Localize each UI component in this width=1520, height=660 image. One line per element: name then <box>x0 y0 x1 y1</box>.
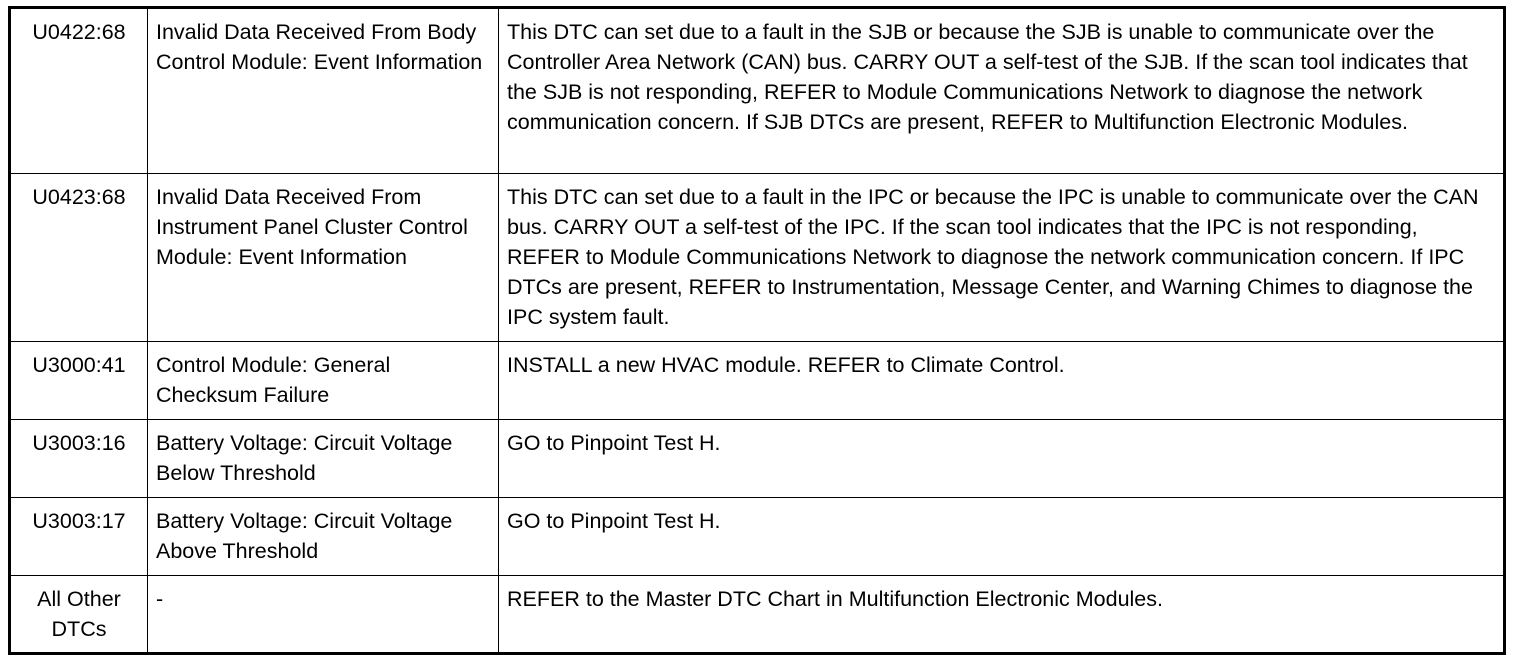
dtc-description: Control Module: General Checksum Failure <box>148 342 499 420</box>
dtc-action: This DTC can set due to a fault in the SJB or because the SJB is unable to communicate over the Controller Area Network (CAN) bus. CARRY OUT a self-test of the SJB. If the scan tool indicates that the SJB is not responding, REFER to Module Communications Network to diagnose the network communication concern. If SJB DTCs are present, REFER to Multifunction Electronic Modules. <box>499 8 1505 174</box>
dtc-description: Invalid Data Received From Instrument Panel Cluster Control Module: Event Information <box>148 174 499 342</box>
table-row <box>10 420 1505 498</box>
dtc-code: U3000:41 <box>10 342 148 420</box>
dtc-code: U3003:16 <box>10 420 148 498</box>
dtc-code: U3003:17 <box>10 498 148 576</box>
dtc-description: Battery Voltage: Circuit Voltage Below Threshold <box>148 420 499 498</box>
table-row <box>10 576 1505 654</box>
dtc-description: Invalid Data Received From Body Control Module: Event Information <box>148 8 499 174</box>
dtc-action: GO to Pinpoint Test H. <box>499 420 1505 498</box>
table-row <box>10 342 1505 420</box>
table-row <box>10 174 1505 342</box>
dtc-description: Battery Voltage: Circuit Voltage Above Threshold <box>148 498 499 576</box>
table-row <box>10 498 1505 576</box>
dtc-description: - <box>148 576 499 654</box>
dtc-code: U0422:68 <box>10 8 148 174</box>
dtc-action: INSTALL a new HVAC module. REFER to Climate Control. <box>499 342 1505 420</box>
dtc-action: GO to Pinpoint Test H. <box>499 498 1505 576</box>
table-row <box>10 8 1505 174</box>
dtc-code: All Other DTCs <box>10 576 148 654</box>
dtc-action: This DTC can set due to a fault in the IPC or because the IPC is unable to communicate over the CAN bus. CARRY OUT a self-test of the IPC. If the scan tool indicates that the IPC is not responding, REFER to Module Communications Network to diagnose the network communication concern. If IPC DTCs are present, REFER to Instrumentation, Message Center, and Warning Chimes to diagnose the IPC system fault. <box>499 174 1505 342</box>
dtc-action: REFER to the Master DTC Chart in Multifunction Electronic Modules. <box>499 576 1505 654</box>
dtc-table <box>8 6 1506 655</box>
dtc-code: U0423:68 <box>10 174 148 342</box>
